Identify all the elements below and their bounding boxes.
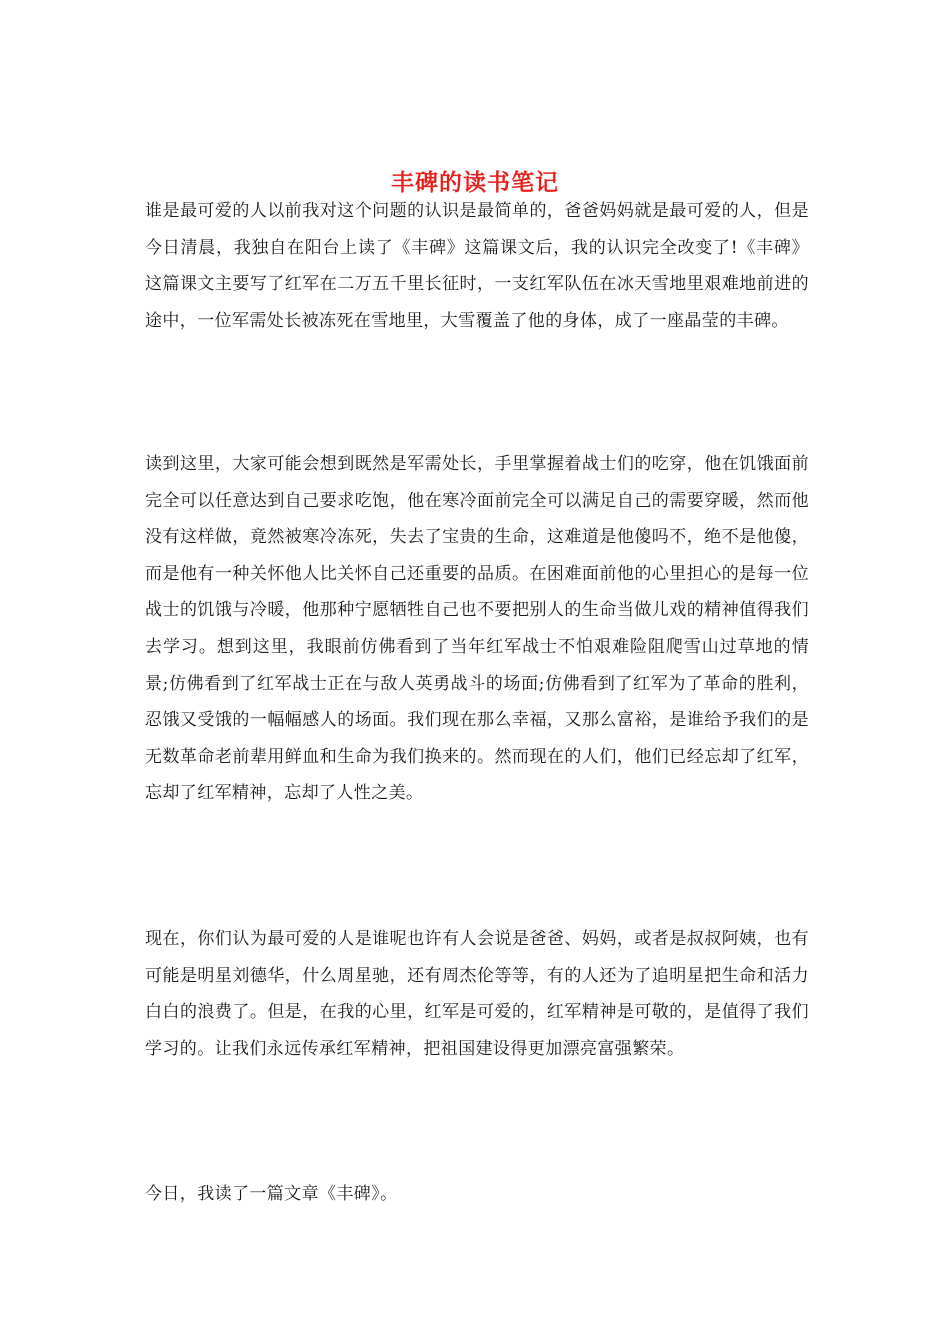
paragraph-1: 谁是最可爱的人以前我对这个问题的认识是最简单的，爸爸妈妈就是最可爱的人，但是今日清晨，我独自在阳台上读了《丰碑》这篇课文后，我的认识完全改变了!《丰碑》这篇课文主要写了红军在二万五千里长征时，一支红军队伍在冰天雪地里艰难地前进的途中，一位军需处长被冻死在雪地里，大雪覆盖了他的身体，成了一座晶莹的丰碑。 bbox=[145, 201, 809, 331]
paragraph-4: 今日，我读了一篇文章《丰碑》。 bbox=[145, 1184, 398, 1204]
document-title: 丰碑的读书笔记 bbox=[391, 169, 559, 197]
paragraph-2: 读到这里，大家可能会想到既然是军需处长，手里掌握着战士们的吃穿，他在饥饿面前完全可以任意达到自己要求吃饱，他在寒冷面前完全可以满足自己的需要穿暖，然而他没有这样做，竟然被寒冷冻死，失去了宝贵的生命，这难道是他傻吗不，绝不是他傻，而是他有一种关怀他人比关怀自己还重要的品质。在困难面前他的心里担心的是每一位战士的饥饿与冷暖，他那种宁愿牺牲自己也不要把别人的生命当做儿戏的精神值得我们去学习。想到这里，我眼前仿佛看到了当年红军战士不怕艰难险阻爬雪山过草地的情景;仿佛看到了红军战士正在与敌人英勇战斗的场面;仿佛看到了红军为了革命的胜利，忍饿又受饿的一幅幅感人的场面。我们现在那么幸福，又那么富裕，是谁给予我们的是无数革命老前辈用鲜血和生命为我们换来的。然而现在的人们，他们已经忘却了红军，忘却了红军精神，忘却了人性之美。 bbox=[145, 454, 809, 804]
paragraph-3: 现在，你们认为最可爱的人是谁呢也许有人会说是爸爸、妈妈，或者是叔叔阿姨，也有可能是明星刘德华，什么周星驰，还有周杰伦等等，有的人还为了追明星把生命和活力白白的浪费了。但是，在我的心里，红军是可爱的，红军精神是可敬的，是值得了我们学习的。让我们永远传承红军精神，把祖国建设得更加漂亮富强繁荣。 bbox=[145, 929, 809, 1059]
